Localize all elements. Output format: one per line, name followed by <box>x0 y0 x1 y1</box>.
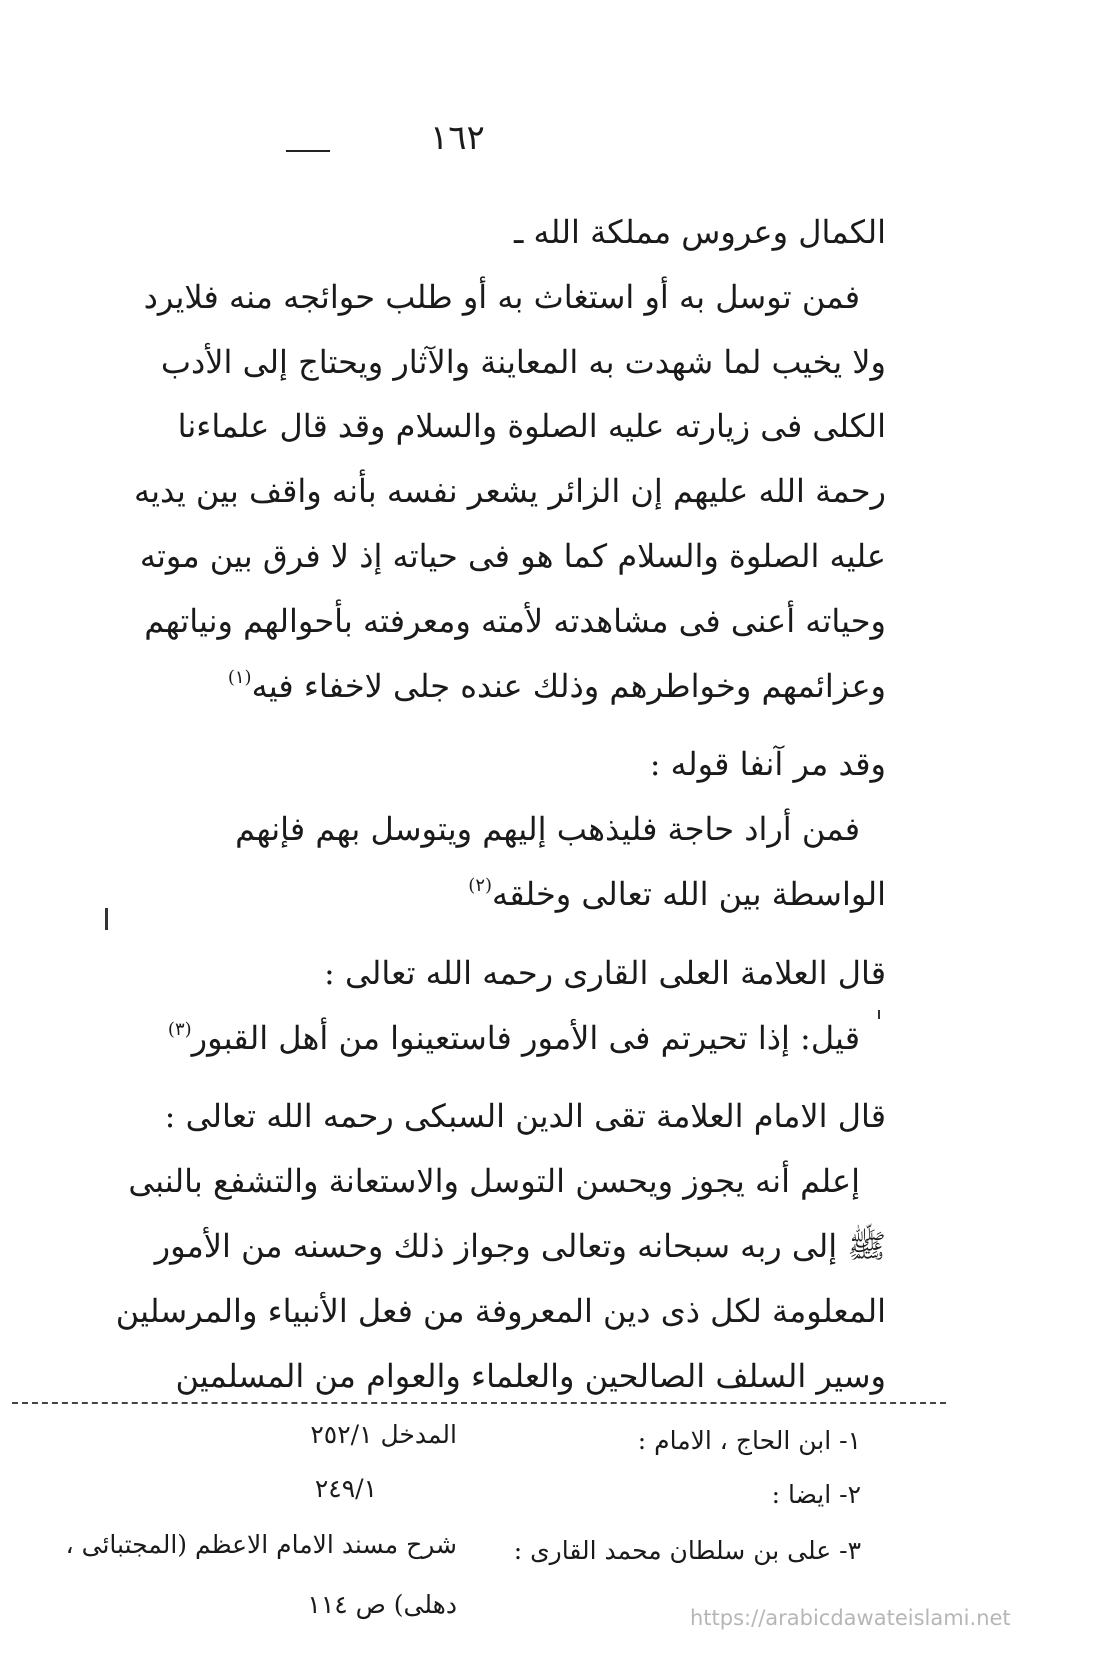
footnote-1-source: المدخل ٢٥٢/١ <box>310 1420 457 1449</box>
footnote-1-label: ١- ابن الحاج ، الامام : <box>637 1426 861 1455</box>
quote-line: إعلم أنه يجوز ويحسن التوسل والاستعانة والتشفع بالنبى <box>128 1162 860 1201</box>
text-line: قال الامام العلامة تقى الدين السبكى رحمه الله تعالى : <box>164 1097 886 1136</box>
text-line: الكمال وعروس مملكة الله ـ <box>513 213 886 251</box>
footnote-2-label: ٢- ايضا : <box>771 1480 861 1509</box>
scan-speck <box>878 1010 880 1019</box>
text-line: وقد مر آنفا قوله : <box>649 745 886 784</box>
text-line: عليه الصلوة والسلام كما هو فى حياته إذ لا فرق بين موته <box>139 536 886 575</box>
quote-line: ﷺ إلى ربه سبحانه وتعالى وجواز ذلك وحسنه من الأمور <box>154 1226 886 1265</box>
footnote-ref-3: (٣) <box>167 1018 192 1040</box>
quote-line <box>108 862 886 927</box>
text-line: فمن توسل به أو استغاث به أو طلب حوائجه منه فلايرد <box>143 277 860 316</box>
text-line: وحياته أعنى فى مشاهدته لأمته ومعرفته بأحوالهم ونياتهم <box>144 601 886 640</box>
text-line: الكلى فى زيارته عليه الصلوة والسلام وقد قال علماءنا <box>177 407 886 446</box>
text-line: ولا يخيب لما شهدت به المعاينة والآثار ويحتاج إلى الأدب <box>160 342 886 381</box>
footnote-2-source: ٢٤٩/١ <box>314 1474 377 1503</box>
footnote-3-label: ٣- على بن سلطان محمد القارى : <box>513 1536 861 1565</box>
quote-line: المعلومة لكل ذى دين المعروفة من فعل الأنبياء والمرسلين <box>115 1291 886 1330</box>
text-segment: قيل: إذا تحيرتم فى الأمور فاستعينوا من أهل القبور <box>191 1018 860 1057</box>
body-text <box>108 200 886 1408</box>
text-segment: الواسطة بين الله تعالى وخلقه <box>492 874 886 913</box>
footnote-3-source: شرح مسند الامام الاعظم (المجتبائى ، <box>65 1530 457 1559</box>
text-segment: وعزائمهم وخواطرهم وذلك عنده جلى لاخفاء فيه <box>251 666 886 705</box>
scan-speck <box>105 908 108 930</box>
footnote-ref-1: (١) <box>227 666 252 688</box>
text-line <box>108 654 886 719</box>
text-line: قال العلامة العلى القارى رحمه الله تعالى : <box>324 953 886 992</box>
header-dash <box>286 150 330 152</box>
quote-line <box>108 1006 886 1071</box>
watermark-url: https://arabicdawateislami.net <box>690 1606 1011 1630</box>
footnote-separator <box>12 1402 946 1404</box>
page-number: ١٦٢ <box>430 118 485 158</box>
text-line: رحمة الله عليهم إن الزائر يشعر نفسه بأنه واقف بين يديه <box>133 472 886 511</box>
footnote-3-source-continued: دهلى) ص ١١٤ <box>307 1590 457 1619</box>
quote-line: فمن أراد حاجة فليذهب إليهم ويتوسل بهم فإنهم <box>235 810 860 849</box>
quote-line: وسير السلف الصالحين والعلماء والعوام من المسلمين <box>175 1356 886 1395</box>
footnote-ref-2: (٢) <box>468 874 493 896</box>
